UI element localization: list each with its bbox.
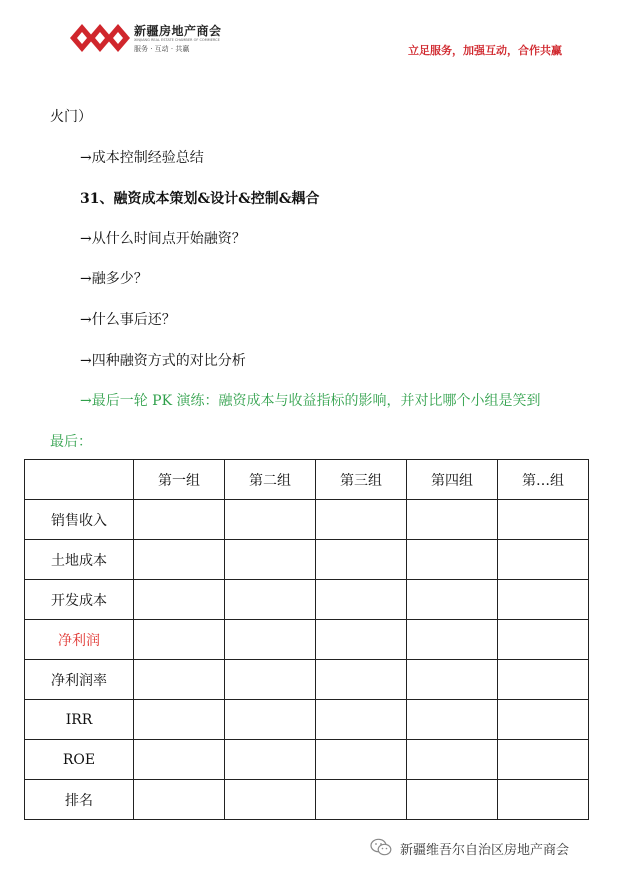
text-line: →融多少？ [80, 271, 148, 287]
highlight-line: →最后一轮 PK 演练：融资成本与收益指标的影响，并对比哪个小组是笑到 [80, 393, 541, 409]
table-cell [498, 780, 589, 820]
table-cell [498, 620, 589, 660]
table-cell [407, 780, 498, 820]
table-cell [498, 580, 589, 620]
org-subtitle: 服务 · 互动 · 共赢 [134, 45, 190, 53]
table-cell [225, 740, 316, 780]
table-cell [316, 500, 407, 540]
table-cell [134, 740, 225, 780]
table-corner-cell [25, 460, 134, 500]
table-cell [225, 660, 316, 700]
text-line: →成本控制经验总结 [80, 150, 204, 166]
table-row [25, 700, 589, 740]
table-row [25, 740, 589, 780]
table-cell [407, 500, 498, 540]
table-column-header: 第…组 [498, 460, 589, 500]
table-row-label: 净利润 [25, 620, 134, 660]
table-cell [134, 780, 225, 820]
text-line: →四种融资方式的对比分析 [80, 353, 246, 369]
table-row [25, 580, 589, 620]
table-row-label: ROE [25, 740, 134, 780]
footer-account-name: 新疆维吾尔自治区房地产商会 [400, 843, 570, 858]
table-cell [316, 780, 407, 820]
table-cell [225, 540, 316, 580]
table-row-label: 开发成本 [25, 580, 134, 620]
table-cell [134, 660, 225, 700]
table-row [25, 660, 589, 700]
org-logo-icon [70, 20, 130, 56]
table-cell [498, 700, 589, 740]
text-line: →什么事后还？ [80, 312, 176, 328]
table-cell [407, 540, 498, 580]
table-column-header: 第二组 [225, 460, 316, 500]
text-line: →从什么时间点开始融资？ [80, 231, 246, 247]
section-heading: 31、融资成本策划&设计&控制&耦合 [80, 191, 320, 207]
table-row [25, 620, 589, 660]
table-cell [498, 660, 589, 700]
table-cell [407, 660, 498, 700]
highlight-line: 最后： [50, 434, 92, 450]
table-column-header: 第一组 [134, 460, 225, 500]
table-cell [407, 580, 498, 620]
page-header [0, 0, 617, 75]
table-column-header: 第三组 [316, 460, 407, 500]
table-cell [498, 740, 589, 780]
table-cell [498, 500, 589, 540]
table-cell [498, 540, 589, 580]
table-cell [134, 540, 225, 580]
table-cell [316, 660, 407, 700]
table-cell [225, 620, 316, 660]
wechat-icon [370, 838, 392, 856]
table-cell [225, 580, 316, 620]
table-row-label: 净利润率 [25, 660, 134, 700]
org-name-en: XINJIANG REAL ESTATE CHAMBER OF COMMERCE [134, 38, 220, 42]
table-cell [407, 620, 498, 660]
text-line: 火门） [50, 109, 92, 125]
table-cell [407, 740, 498, 780]
table-row-label: 销售收入 [25, 500, 134, 540]
org-name: 新疆房地产商会 [134, 24, 222, 38]
table-column-header: 第四组 [407, 460, 498, 500]
table-cell [134, 620, 225, 660]
table-cell [407, 700, 498, 740]
table-row [25, 500, 589, 540]
table-row-label: 排名 [25, 780, 134, 820]
table-header-row [25, 460, 589, 500]
table-cell [316, 620, 407, 660]
table-row-label: IRR [25, 700, 134, 740]
header-slogan: 立足服务，加强互动，合作共赢 [408, 44, 562, 57]
table-cell [134, 500, 225, 540]
table-cell [134, 580, 225, 620]
table-cell [225, 500, 316, 540]
comparison-table [24, 459, 589, 820]
table-cell [134, 700, 225, 740]
table-cell [225, 700, 316, 740]
table-cell [225, 780, 316, 820]
table-row [25, 780, 589, 820]
table-row-label: 土地成本 [25, 540, 134, 580]
table-cell [316, 580, 407, 620]
table-cell [316, 700, 407, 740]
table-cell [316, 540, 407, 580]
table-row [25, 540, 589, 580]
table-cell [316, 740, 407, 780]
